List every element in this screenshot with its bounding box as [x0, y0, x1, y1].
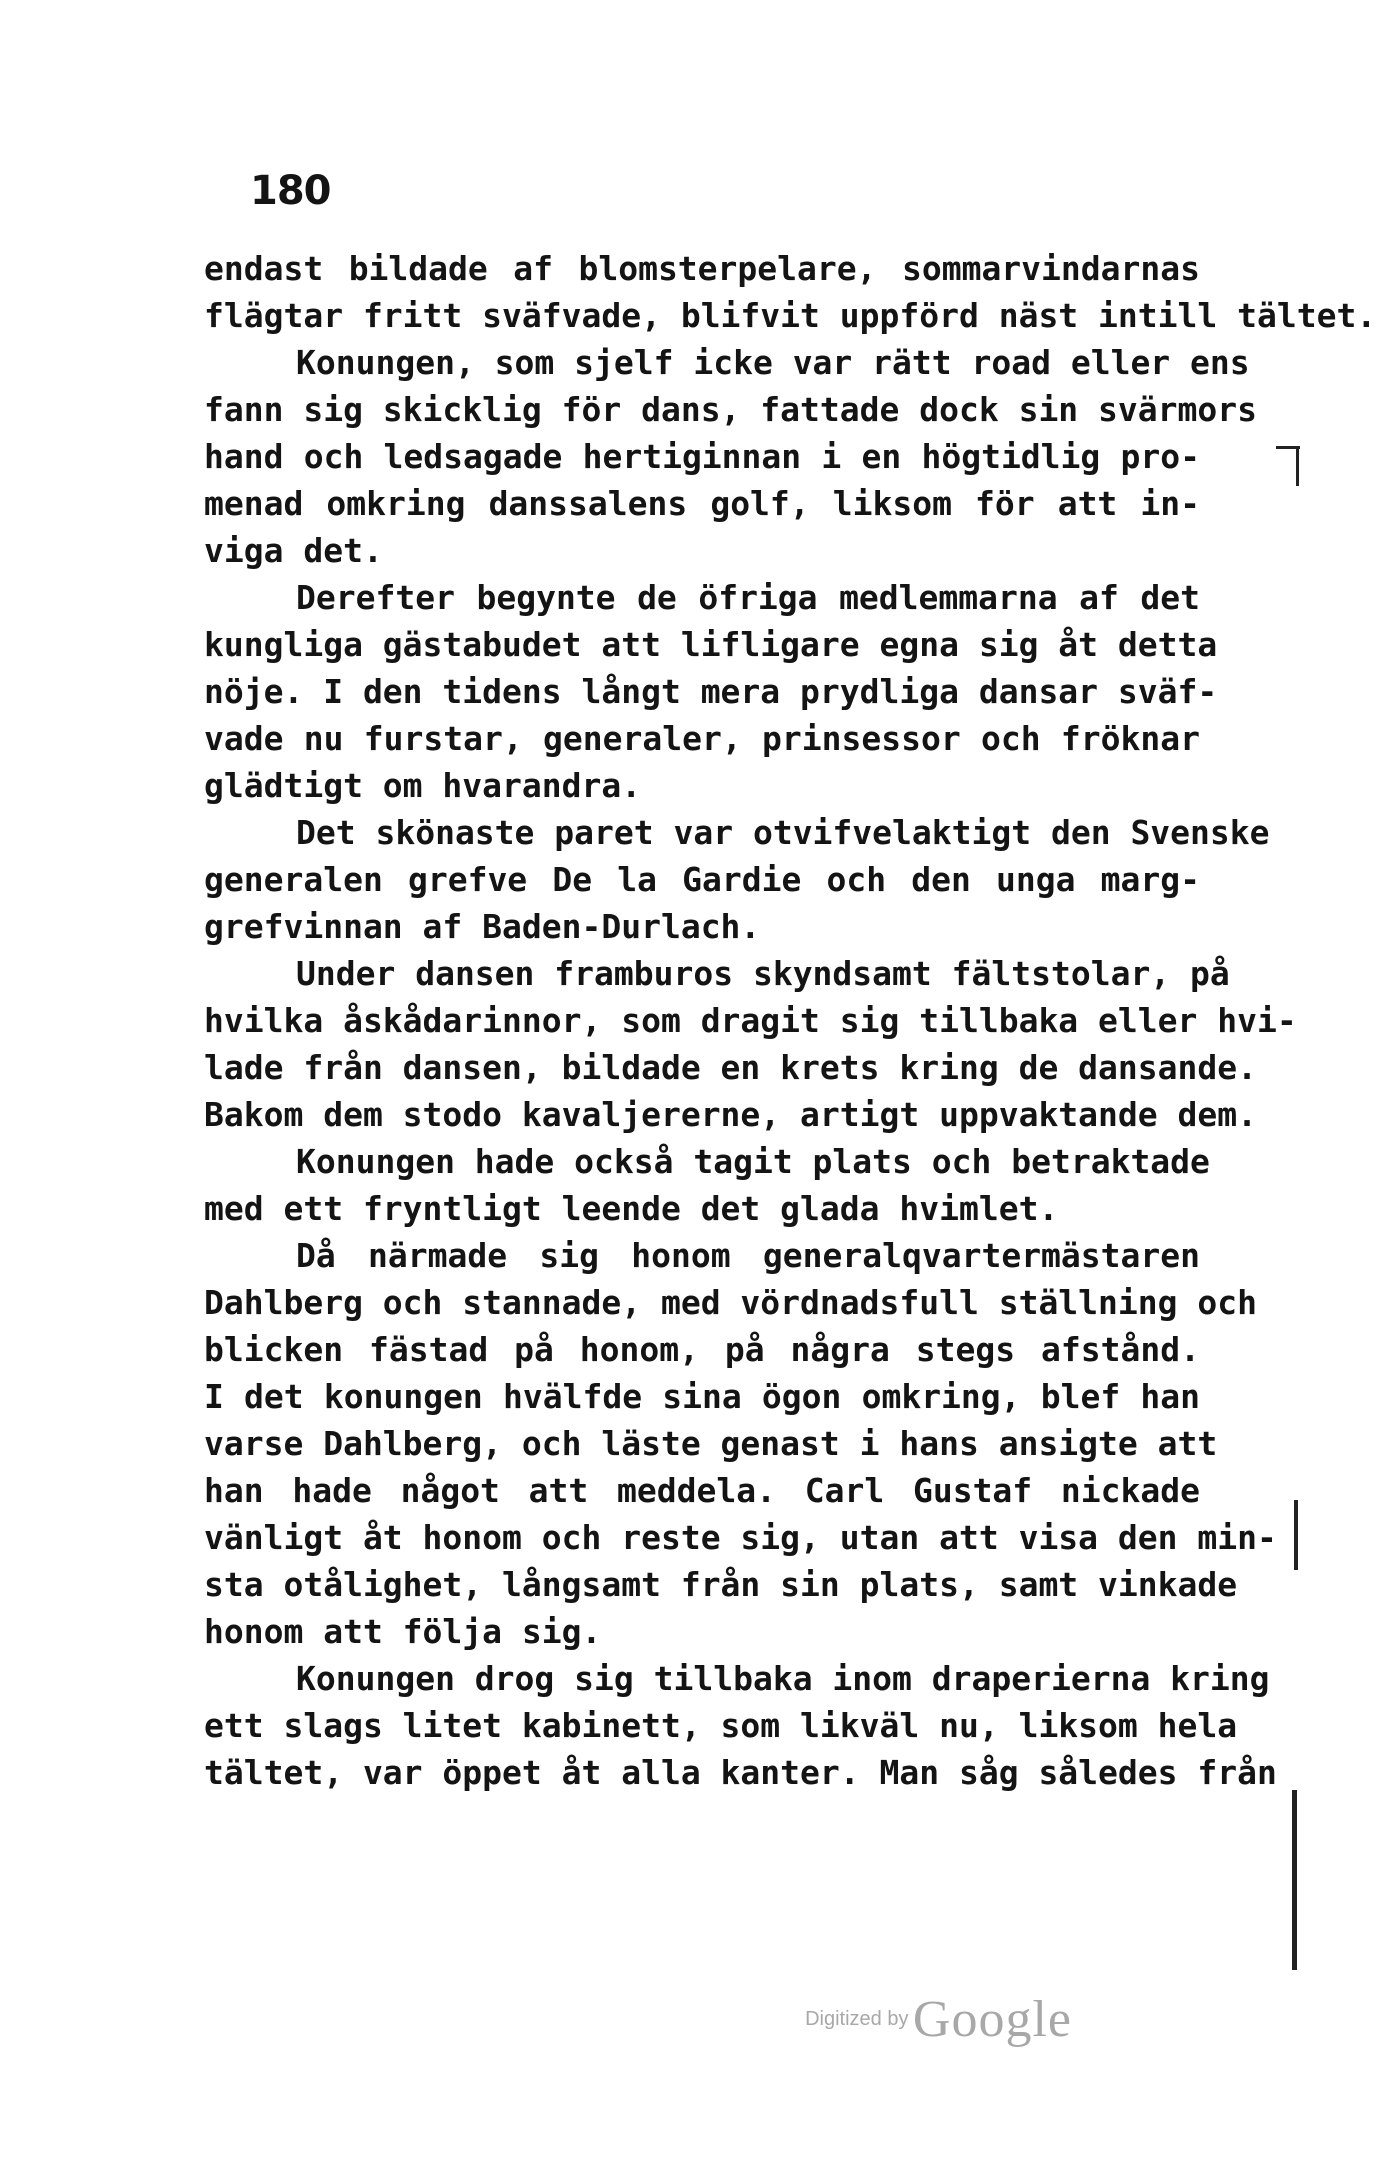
- paragraph: [204, 950, 1297, 1138]
- text-line: sta otålighet, långsamt från sin plats, samt vinkade: [204, 1565, 1238, 1604]
- text-line: fann sig skicklig för dans, fattade dock sin svärmors: [204, 390, 1257, 429]
- text-line: Dahlberg och stannade, med vördnadsfull ställning och: [204, 1283, 1257, 1322]
- text-line: lade från dansen, bildade en krets kring de dansande.: [204, 1048, 1257, 1087]
- text-line: blicken fästad på honom, på några stegs afstånd.: [204, 1330, 1200, 1369]
- scan-edge-mark: [1296, 446, 1299, 486]
- text-line: Under dansen framburos skyndsamt fältstolar, på: [296, 954, 1230, 993]
- paragraph: [204, 1138, 1210, 1232]
- scan-edge-mark: [1294, 1500, 1298, 1570]
- text-line: han hade något att meddela. Carl Gustaf nickade: [204, 1471, 1200, 1510]
- text-line: flägtar fritt sväfvade, blifvit uppförd näst intill tältet.: [204, 296, 1376, 335]
- paragraph: [204, 809, 1270, 950]
- watermark-prefix: Digitized by: [805, 2008, 909, 2030]
- text-line: Då närmade sig honom generalqvartermästaren: [296, 1236, 1200, 1275]
- text-line: Derefter begynte de öfriga medlemmarna af det: [296, 578, 1200, 617]
- paragraph: [204, 1655, 1277, 1796]
- text-line: viga det.: [204, 531, 383, 570]
- paragraph: [204, 574, 1218, 809]
- digitized-watermark: [805, 1990, 1072, 2049]
- text-line: hvilka åskådarinnor, som dragit sig tillbaka eller hvi-: [204, 1001, 1297, 1040]
- text-line: Konungen hade också tagit plats och betraktade: [296, 1142, 1210, 1181]
- text-line: endast bildade af blomsterpelare, sommarvindarnas: [204, 249, 1200, 288]
- text-line: kungliga gästabudet att lifligare egna sig åt detta: [204, 625, 1218, 664]
- text-line: vänligt åt honom och reste sig, utan att visa den min-: [204, 1518, 1277, 1557]
- text-line: Konungen drog sig tillbaka inom draperierna kring: [296, 1659, 1270, 1698]
- text-line: varse Dahlberg, och läste genast i hans ansigte att: [204, 1424, 1218, 1463]
- text-line: honom att följa sig.: [204, 1612, 602, 1651]
- text-line: menad omkring danssalens golf, liksom för att in-: [204, 484, 1200, 523]
- text-line: Bakom dem stodo kavaljererne, artigt uppvaktande dem.: [204, 1095, 1257, 1134]
- text-line: glädtigt om hvarandra.: [204, 766, 642, 805]
- text-line: generalen grefve De la Gardie och den unga marg-: [204, 860, 1200, 899]
- text-line: I det konungen hvälfde sina ögon omkring, blef han: [204, 1377, 1200, 1416]
- paragraph: [204, 245, 1376, 339]
- text-line: hand och ledsagade hertiginnan i en högtidlig pro-: [204, 437, 1200, 476]
- text-line: vade nu furstar, generaler, prinsessor och fröknar: [204, 719, 1200, 758]
- text-line: Konungen, som sjelf icke var rätt road eller ens: [296, 343, 1250, 382]
- text-line: med ett fryntligt leende det glada hvimlet.: [204, 1189, 1059, 1228]
- text-line: tältet, var öppet åt alla kanter. Man såg således från: [204, 1753, 1277, 1792]
- text-line: nöje. I den tidens långt mera prydliga dansar sväf-: [204, 672, 1218, 711]
- page-number: 180: [250, 168, 331, 214]
- text-line: ett slags litet kabinett, som likväl nu, liksom hela: [204, 1706, 1238, 1745]
- text-line: grefvinnan af Baden-Durlach.: [204, 907, 761, 946]
- text-line: Det skönaste paret var otvifvelaktigt den Svenske: [296, 813, 1270, 852]
- watermark-brand: Google: [912, 1991, 1072, 2048]
- body-text: [204, 245, 1376, 1796]
- paragraph: [204, 1232, 1277, 1655]
- scan-edge-mark: [1292, 1790, 1297, 1970]
- paragraph: [204, 339, 1257, 574]
